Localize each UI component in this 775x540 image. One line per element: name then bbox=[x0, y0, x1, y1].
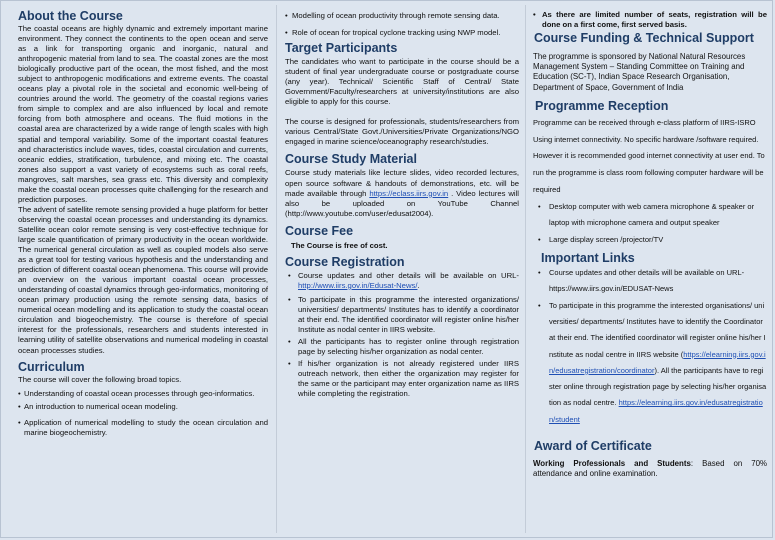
curriculum-item: • Modelling of ocean productivity through remote sensing data. bbox=[285, 11, 500, 20]
about-title: About the Course bbox=[18, 9, 123, 23]
links-list bbox=[533, 265, 767, 428]
bullet-icon: • bbox=[288, 270, 291, 280]
bullet-icon: • bbox=[285, 11, 288, 20]
bullet-icon: • bbox=[18, 388, 21, 398]
curriculum-list-continued bbox=[285, 11, 519, 38]
bullet-icon: • bbox=[538, 268, 541, 278]
funding-title: Course Funding & Technical Support bbox=[534, 30, 754, 45]
bullet-icon: • bbox=[288, 359, 291, 369]
bullet-icon: • bbox=[288, 294, 291, 304]
target-paragraph-1: The candidates who want to participate in the course should be a student of final year undergraduate course or postgraduate course (any year). Technical/ Scientific Staff of Central/ State Government/Faculty/researchers at university/institutions are also eligible to apply for this course. bbox=[285, 57, 519, 107]
bullet-icon: • bbox=[533, 10, 536, 19]
material-paragraph: Course study materials like lecture slides, video recorded lectures, open source software & handouts of demonstrations, etc. will be made available through https://eclass.iirs.gov.in . Video lectures will also be uploaded on YouTube Channel (http://www.youtube.com/user/edusat2004). bbox=[285, 168, 520, 218]
bullet-icon: • bbox=[285, 28, 288, 38]
column-divider bbox=[276, 5, 277, 533]
registration-note bbox=[533, 10, 767, 30]
registration-note-item: • As there are limited number of seats, registration will be done on a first come, first served basis. bbox=[533, 10, 767, 29]
eclass-link[interactable]: https://eclass.iirs.gov.in bbox=[369, 188, 449, 198]
curriculum-item: • Application of numerical modelling to study the ocean circulation and marine biogeochemistry. bbox=[18, 417, 268, 437]
reception-text: Programme can be received through e-class platform of IIRS-ISRO Using internet connectivity. No specific hardware /software required. However it is recommended good internet connectivity at user end. To run the programme is class room following computer hardware will be required bbox=[533, 118, 765, 194]
reception-list bbox=[533, 199, 767, 248]
curriculum-item: • An introduction to numerical ocean modeling. bbox=[18, 401, 178, 411]
column-right bbox=[529, 1, 771, 537]
coordinator-registration-link[interactable]: https://elearning.iirs.gov.in/edusatregistration/coordinator bbox=[549, 349, 766, 375]
fee-text: The Course is free of cost. bbox=[291, 240, 388, 250]
column-divider bbox=[525, 5, 526, 533]
bullet-icon: • bbox=[18, 401, 21, 411]
about-paragraph-1: The coastal oceans are highly dynamic and extremely important marine environment. They connect the continents to the open ocean and serve as a link for transporting organic and inorganic, natural and anthropogenic material from land to sea. The coastal zones are the most biologically productive part of the ocean, the most fished, and the most subject to anthropogenic modifications and extreme events. The coastal oceans play a pivotal role in the societal and economic well-being of countries around the world. The geometry of the coastal regions varies from simple to complex and are also influenced by local and remote forcing from both atmosphere and oceans. The fluid motions in the coastal area are characterized by a wide range of length scales with high spatial and temporal variability. Some of the important coastal features and characteristics include waves, tides, coastal circulation and currents, oceanic eddies, stratification, turbulence, and mixing etc. The coastal zones also support a vast variety of ecosystems such as coral reefs, mangroves, salt marshes, sea grass etc. This diversity and complexity make the coastal ocean processes quite challenging for the research and prediction purposes. bbox=[18, 24, 268, 204]
links-item: • To participate in this programme the interested organisations/ universities/ departments/ Institutes have to identify the Coordinator at their end. The identified coordinator will register online his/her Institute as nodal centre in IIRS website (https://elearning.iirs.gov.in/edusatregistration/coordinator). All the participants have to register online through registration page by selecting his/her organisation as nodal centre. https://elearning.iirs.gov.in/edusatregistration/student bbox=[533, 298, 767, 428]
target-title: Target Participants bbox=[285, 41, 398, 56]
bullet-icon: • bbox=[18, 417, 21, 427]
bullet-icon: • bbox=[288, 337, 291, 347]
bullet-icon: • bbox=[538, 234, 541, 244]
reception-item: • Large display screen /projector/TV bbox=[533, 232, 767, 248]
curriculum-title: Curriculum bbox=[18, 359, 85, 374]
curriculum-list bbox=[18, 389, 268, 438]
reception-title: Programme Reception bbox=[535, 99, 669, 114]
registration-title: Course Registration bbox=[285, 254, 405, 269]
award-title: Award of Certificate bbox=[534, 439, 652, 454]
fee-title: Course Fee bbox=[285, 223, 354, 238]
material-title: Course Study Material bbox=[285, 152, 417, 167]
registration-item: • If his/her organization is not already registered under IIRS outreach network, then either the organization may register for the same or the participant may enter organization name as IIRS while completing the registration. bbox=[288, 359, 519, 399]
links-item: • Course updates and other details will be available on URL- https://www.iirs.gov.in/EDUSAT-News bbox=[533, 265, 767, 298]
column-left bbox=[1, 1, 274, 537]
bullet-icon: • bbox=[538, 202, 541, 212]
column-middle bbox=[279, 1, 523, 537]
student-registration-link[interactable]: https://elearning.iirs.gov.in/edusatregistration/student bbox=[549, 398, 763, 424]
bullet-icon: • bbox=[538, 300, 541, 310]
funding-text: The programme is sponsored by National Natural Resources Management System – Standing Committee on Training and Education (SC-T), Indian Space Research Organisation, Department of Space, Government of India bbox=[533, 51, 746, 92]
about-paragraph-2: The advent of satellite remote sensing provided a huge platform for better observing the coastal ocean processes and understanding its dynamics. Satellite ocean color remote sensing is very cost-effective technique for large scale quantification of primary productivity in the ocean worldwide. The numerical general circulation as well as coupled models also serve as a great tool for testing various hypothesis and the understanding and prediction of different coastal ocean phenomena. This course will provide an overview on the various important coastal ocean processes, understanding of coastal dynamics through geo-informatics, monitoring of ocean primary production using the remote sensing data, basics of numerical ocean modelling and its application to study the coastal ocean circulation and biogeochemistry. The course is therefore of special interest for the professionals, researchers and students interested in learning utility of satellite observations and numerical modeling in coastal ocean processes studies. bbox=[18, 204, 268, 355]
edusat-news-link[interactable]: http://www.iirs.gov.in/Edusat-News/ bbox=[298, 280, 418, 290]
registration-item: • All the participants has to register online through registration page by selecting his/her organization as nodal center. bbox=[288, 337, 519, 357]
curriculum-item: • Role of ocean for tropical cyclone tracking using NWP model. bbox=[285, 28, 501, 38]
target-paragraph-2: The course is designed for professionals, students/researchers from various Central/State Govt./Universities/Private Organizations/NGO engaged in marine science/oceanography research/studies. bbox=[285, 117, 519, 147]
registration-item: • To participate in this programme the interested organizations/ universities/ departments/ Institutes has to identify a coordinator at their end. The identified coordinator will register online his/her Institute as nodal center in IIRS website. bbox=[288, 294, 519, 334]
links-title: Important Links bbox=[541, 251, 635, 266]
curriculum-intro: The course will cover the following broad topics. bbox=[18, 374, 182, 384]
award-text: Working Professionals and Students: Based on 70% attendance and online examination. bbox=[533, 459, 767, 479]
registration-item: • Course updates and other details will be available on URL- http://www.iirs.gov.in/Edusat-News/. bbox=[288, 270, 519, 290]
registration-list bbox=[285, 271, 519, 400]
reception-item: • Desktop computer with web camera microphone & speaker or laptop with microphone camera and output speaker bbox=[533, 199, 767, 232]
curriculum-item: • Understanding of coastal ocean processes through geo-informatics. bbox=[18, 388, 255, 398]
